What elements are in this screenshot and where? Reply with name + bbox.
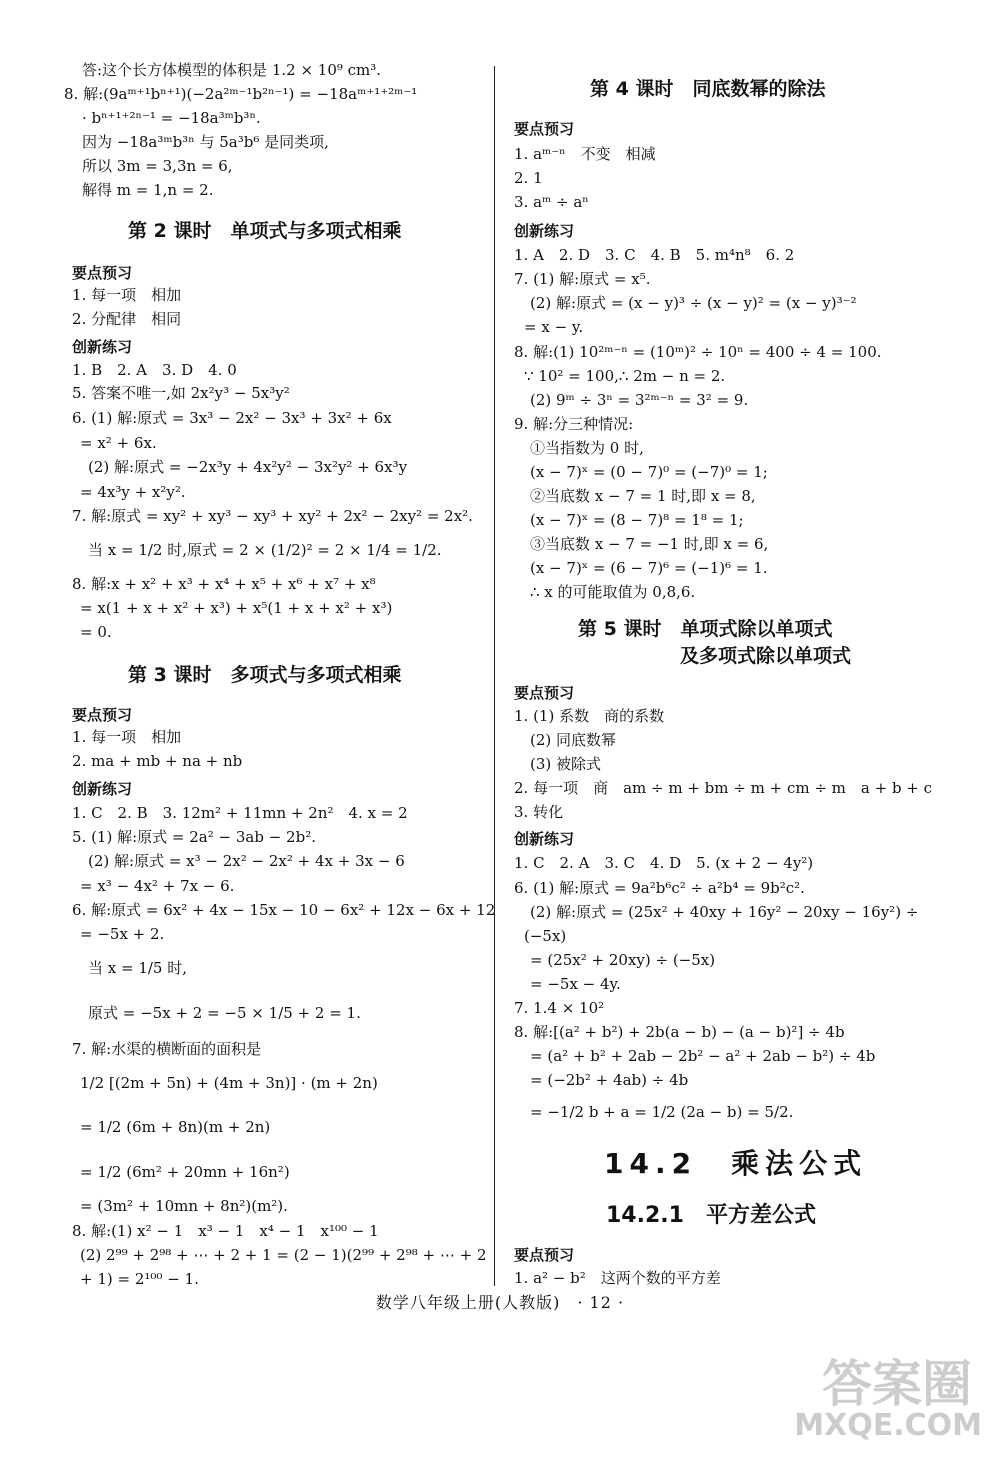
text-line: 7. 解:水渠的横断面的面积是 <box>72 1040 262 1058</box>
text-line: 5. (1) 解:原式 = 2a² − 3ab − 2b². <box>72 828 316 846</box>
section-heading: 要点预习 <box>72 264 133 282</box>
text-line: = x² + 6x. <box>80 434 157 452</box>
text-line: 1. A 2. D 3. C 4. B 5. m⁴n⁸ 6. 2 <box>514 246 795 264</box>
text-line: (3) 被除式 <box>530 755 602 773</box>
text-line: 1. B 2. A 3. D 4. 0 <box>72 361 237 379</box>
lesson-title: 及多项式除以单项式 <box>680 645 852 667</box>
text-line: = x³ − 4x² + 7x − 6. <box>80 877 235 895</box>
text-line: (x − 7)ˣ = (0 − 7)⁰ = (−7)⁰ = 1; <box>530 463 768 481</box>
text-line: 1. C 2. A 3. C 4. D 5. (x + 2 − 4y²) <box>514 854 814 872</box>
text-line: ③当底数 x − 7 = −1 时,即 x = 6, <box>530 535 769 553</box>
text-line: = (3m² + 10mn + 8n²)(m²). <box>80 1197 288 1215</box>
text-line: 原式 = −5x + 2 = −5 × 1/5 + 2 = 1. <box>88 1004 361 1022</box>
text-line: 1. (1) 系数 商的系数 <box>514 707 665 725</box>
text-line: 因为 −18a³ᵐb³ⁿ 与 5a³b⁶ 是同类项, <box>82 133 329 151</box>
watermark <box>792 1334 982 1454</box>
text-line: (−5x) <box>524 927 567 945</box>
watermark-logo: 答案圈 <box>822 1355 972 1413</box>
text-line: 2. ma + mb + na + nb <box>72 752 243 770</box>
text-line: 6. 解:原式 = 6x² + 4x − 15x − 10 − 6x² + 12x − 6x + 12 <box>72 901 496 919</box>
text-line: 7. 1.4 × 10² <box>514 999 605 1017</box>
text-line: = (25x² + 20xy) ÷ (−5x) <box>530 951 716 969</box>
lesson-title: 第 3 课时 多项式与多项式相乘 <box>128 664 402 686</box>
text-line: = (−2b² + 4ab) ÷ 4b <box>530 1071 689 1089</box>
text-line: 8. 解:(9aᵐ⁺¹bⁿ⁺¹)(−2a²ᵐ⁻¹b²ⁿ⁻¹) = −18aᵐ⁺¹⁺²ᵐ⁻¹ <box>64 85 418 103</box>
text-line: ①当指数为 0 时, <box>530 439 644 457</box>
text-line: 1. a² − b² 这两个数的平方差 <box>514 1269 721 1287</box>
section-heading: 要点预习 <box>514 684 575 702</box>
text-line: = −5x + 2. <box>80 925 165 943</box>
text-line: 1/2 [(2m + 5n) + (4m + 3n)] · (m + 2n) <box>80 1074 378 1092</box>
text-line: 7. (1) 解:原式 = x⁵. <box>514 270 651 288</box>
text-line: (2) 同底数幂 <box>530 731 617 749</box>
text-line: ∴ x 的可能取值为 0,8,6. <box>530 583 696 601</box>
text-line: (2) 解:原式 = −2x³y + 4x²y² − 3x²y² + 6x³y <box>88 458 408 476</box>
text-line: 1. 每一项 相加 <box>72 728 182 746</box>
text-line: 3. 转化 <box>514 803 564 821</box>
section-heading: 要点预习 <box>514 1246 575 1264</box>
text-line: 2. 每一项 商 am ÷ m + bm ÷ m + cm ÷ m a + b + c <box>514 779 933 797</box>
text-line: + 1) = 2¹⁰⁰ − 1. <box>80 1270 199 1288</box>
text-line: 9. 解:分三种情况: <box>514 415 634 433</box>
text-line: (2) 解:原式 = (x − y)³ ÷ (x − y)² = (x − y)³⁻² <box>530 294 857 312</box>
text-line: = x − y. <box>524 318 584 336</box>
text-line: 1. aᵐ⁻ⁿ 不变 相减 <box>514 145 656 163</box>
text-line: 2. 分配律 相同 <box>72 310 182 328</box>
text-line: = −1/2 b + a = 1/2 (2a − b) = 5/2. <box>530 1103 794 1121</box>
text-line: 1. C 2. B 3. 12m² + 11mn + 2n² 4. x = 2 <box>72 804 408 822</box>
lesson-title: 第 4 课时 同底数幂的除法 <box>590 78 826 100</box>
section-heading: 创新练习 <box>72 780 133 798</box>
text-line: 8. 解:(1) 10²ᵐ⁻ⁿ = (10ᵐ)² ÷ 10ⁿ = 400 ÷ 4 = 100. <box>514 343 882 361</box>
text-line: 当 x = 1/2 时,原式 = 2 × (1/2)² = 2 × 1/4 = 1/2. <box>88 541 442 559</box>
text-line: = 4x³y + x²y². <box>80 483 186 501</box>
text-line: 所以 3m = 3,3n = 6, <box>82 157 233 175</box>
text-line: (x − 7)ˣ = (6 − 7)⁶ = (−1)⁶ = 1. <box>530 559 768 577</box>
text-line: (x − 7)ˣ = (8 − 7)⁸ = 1⁸ = 1; <box>530 511 744 529</box>
text-line: (2) 9ᵐ ÷ 3ⁿ = 3²ᵐ⁻ⁿ = 3² = 9. <box>530 391 749 409</box>
text-line: = 1/2 (6m + 8n)(m + 2n) <box>80 1118 271 1136</box>
text-line: ②当底数 x − 7 = 1 时,即 x = 8, <box>530 487 756 505</box>
text-line: = 1/2 (6m² + 20mn + 16n²) <box>80 1163 290 1181</box>
text-line: 解得 m = 1,n = 2. <box>82 181 214 199</box>
text-line: 2. 1 <box>514 169 543 187</box>
text-line: = 0. <box>80 623 112 641</box>
text-line: 3. aᵐ ÷ aⁿ <box>514 193 589 211</box>
text-line: 8. 解:(1) x² − 1 x³ − 1 x⁴ − 1 x¹⁰⁰ − 1 <box>72 1222 379 1240</box>
column-divider <box>494 66 495 1286</box>
text-line: 5. 答案不唯一,如 2x²y³ − 5x³y² <box>72 384 290 402</box>
section-heading: 要点预习 <box>514 120 575 138</box>
watermark-url: MXQE.COM <box>794 1408 982 1443</box>
lesson-title: 第 2 课时 单项式与多项式相乘 <box>128 220 402 242</box>
section-heading: 创新练习 <box>72 338 133 356</box>
section-heading: 要点预习 <box>72 706 133 724</box>
text-line: = (a² + b² + 2ab − 2b² − a² + 2ab − b²) ÷ 4b <box>530 1047 876 1065</box>
text-line: (2) 解:原式 = x³ − 2x² − 2x² + 4x + 3x − 6 <box>88 852 405 870</box>
text-line: (2) 2⁹⁹ + 2⁹⁸ + ⋯ + 2 + 1 = (2 − 1)(2⁹⁹ + 2⁹⁸ + ⋯ + 2 <box>80 1246 487 1264</box>
text-line: = −5x − 4y. <box>530 975 621 993</box>
text-line: 1. 每一项 相加 <box>72 286 182 304</box>
section-heading: 创新练习 <box>514 222 575 240</box>
lesson-title: 14.2 乘法公式 <box>604 1147 868 1180</box>
text-line: 8. 解:[(a² + b²) + 2b(a − b) − (a − b)²] ÷ 4b <box>514 1023 845 1041</box>
page-footer: 数学八年级上册(人教版) · 12 · <box>375 1293 625 1312</box>
text-line: 7. 解:原式 = xy² + xy³ − xy³ + xy² + 2x² − 2xy² = 2x². <box>72 507 473 525</box>
lesson-title: 第 5 课时 单项式除以单项式 <box>578 618 833 640</box>
section-heading: 创新练习 <box>514 830 575 848</box>
text-line: 8. 解:x + x² + x³ + x⁴ + x⁵ + x⁶ + x⁷ + x⁸ <box>72 575 376 593</box>
text-line: · bⁿ⁺¹⁺²ⁿ⁻¹ = −18a³ᵐb³ⁿ. <box>82 109 261 127</box>
text-line: (2) 解:原式 = (25x² + 40xy + 16y² − 20xy − 16y²) ÷ <box>530 903 919 921</box>
text-line: 6. (1) 解:原式 = 3x³ − 2x² − 3x³ + 3x² + 6x <box>72 409 392 427</box>
text-line: 6. (1) 解:原式 = 9a²b⁶c² ÷ a²b⁴ = 9b²c². <box>514 879 805 897</box>
text-line: = x(1 + x + x² + x³) + x⁵(1 + x + x² + x³) <box>80 599 393 617</box>
text-line: 答:这个长方体模型的体积是 1.2 × 10⁹ cm³. <box>82 61 382 79</box>
text-line: ∵ 10² = 100,∴ 2m − n = 2. <box>524 367 726 385</box>
lesson-title: 14.2.1 平方差公式 <box>606 1203 816 1228</box>
text-line: 当 x = 1/5 时, <box>88 959 188 977</box>
